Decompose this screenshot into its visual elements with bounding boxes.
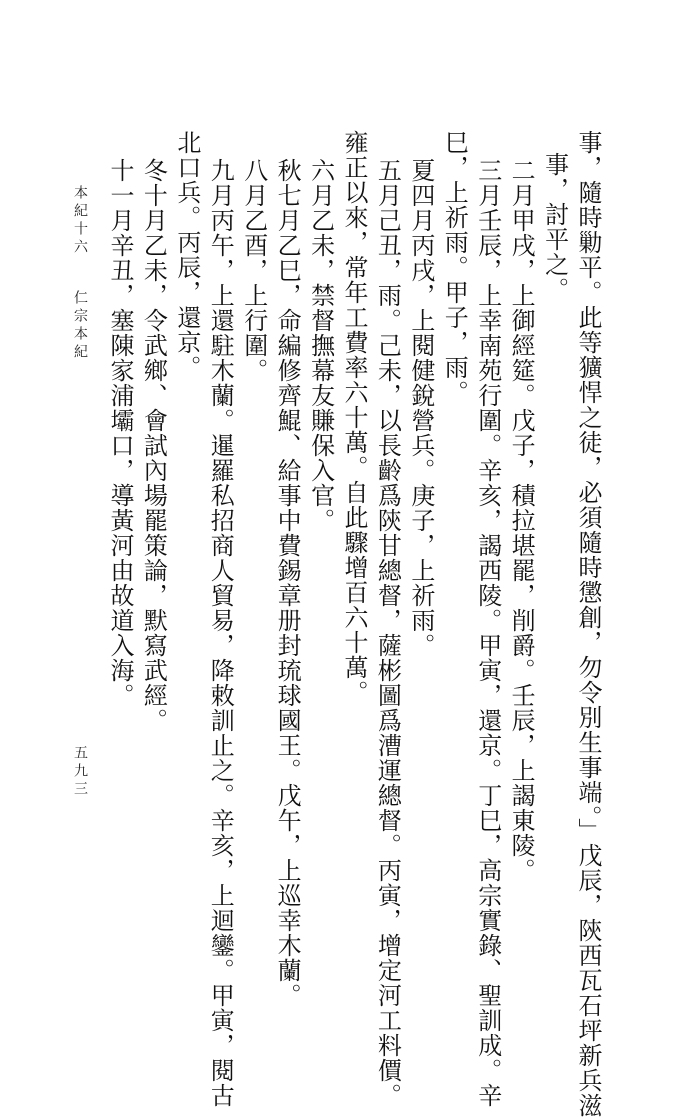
text-column: 冬十月乙未，令武鄉、會試內場罷策論，默寫武經。: [139, 158, 168, 733]
page-number: 五九三: [72, 745, 88, 799]
text-column: 八月乙酉，上行圍。: [239, 158, 268, 383]
text-column: 五月己丑，雨。己未，以長齡爲陝甘總督，薩彬圖爲漕運總督。丙寅，增定河工料價。: [373, 158, 402, 1108]
text-column: 九月丙午，上還駐木蘭。暹羅私招商人貿易，降敕訓止之。辛亥，上迴鑾。甲寅，閱古: [206, 158, 235, 1108]
text-column: 北口兵。丙辰，還京。: [172, 130, 201, 380]
text-column: 二月甲戌，上御經筵。戊子，積拉堪罷，削爵。壬辰，上謁東陵。: [507, 158, 536, 883]
text-column: 雍正以來，常年工費率六十萬。自此驟增百六十萬。: [340, 130, 368, 705]
text-column: 夏四月丙戌，上閱健銳營兵。庚子，上祈雨。: [406, 158, 435, 658]
text-column: 三月壬辰，上幸南苑行圍。辛亥，謁西陵。甲寅，還京。丁巳，高宗實錄、聖訓成。辛: [473, 158, 502, 1108]
text-column: 巳，上祈雨。甲子，雨。: [440, 130, 469, 405]
section-label: 仁宗本紀: [72, 290, 88, 362]
chapter-label: 本紀十六: [72, 185, 88, 257]
text-column: 事，隨時勦平。此等獷悍之徒，必須隨時懲創，勿令別生事端。」戊辰，陝西瓦石坪新兵滋: [574, 130, 602, 1118]
text-column: 秋七月乙巳，命編修齊鯤、給事中費錫章册封琉球國王。戊午，上巡幸木蘭。: [273, 158, 302, 1008]
text-column: 事，討平之。: [540, 152, 569, 302]
text-column: 六月乙未，禁督撫幕友賺保入官。: [306, 158, 335, 533]
text-column: 十一月辛丑，塞陳家浦壩口，導黃河由故道入海。: [106, 158, 134, 708]
